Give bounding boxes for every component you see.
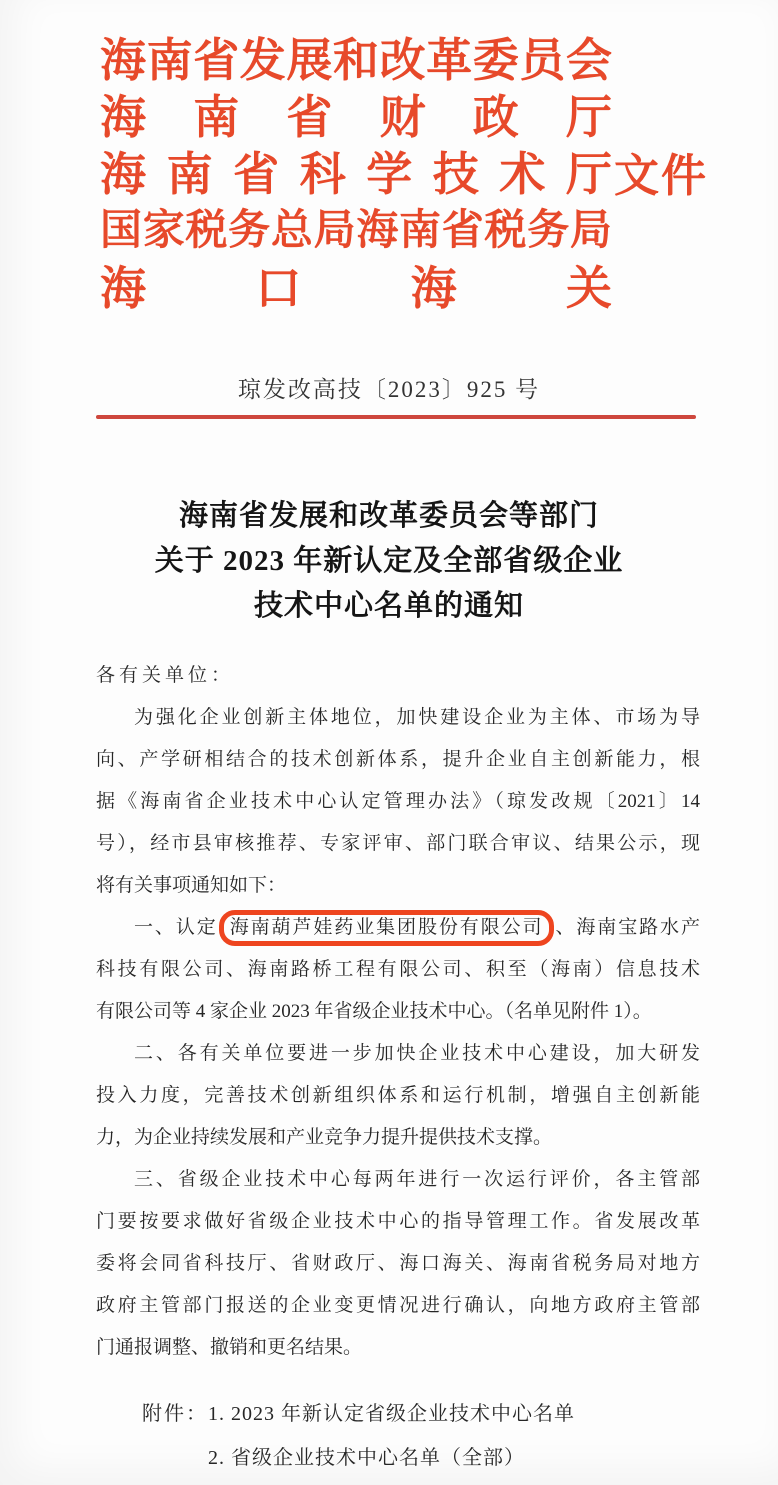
agency-line-kjt: 海 南 省 科 学 技 术 厅: [100, 149, 612, 200]
title-line-2: 关于 2023 年新认定及全部省级企业: [154, 545, 624, 577]
attachments-label: 附件：: [142, 1403, 208, 1425]
paragraph-line: 三、省级企业技术中心每两年进行一次运行评价，各主管部: [134, 1169, 700, 1190]
paragraph-line: 门通报调整、撤销和更名结果。: [96, 1337, 363, 1358]
salutation: 各有关单位：: [96, 665, 235, 686]
paragraph-line: 有限公司等 4 家企业 2023 年省级企业技术中心。（名单见附件 1）。: [96, 1001, 652, 1022]
document-body: [96, 655, 700, 1369]
title-line-1: 海南省发展和改革委员会等部门: [178, 500, 599, 532]
highlight-box-company: 海南葫芦娃药业集团股份有限公司: [219, 910, 555, 946]
attachment-item-1: 1. 2023 年新认定省级企业技术中心名单: [208, 1403, 575, 1425]
paragraph-text: 、海南宝路水产: [555, 917, 700, 938]
paragraph-line: 号），经市县审核推荐、专家评审、部门联合审议、结果公示，现: [96, 833, 700, 854]
paragraph-line: [96, 907, 700, 949]
agency-line-hg: 海 口 海 关: [100, 263, 612, 314]
paragraph-2: [96, 907, 700, 1033]
paragraph-line: 科技有限公司、海南路桥工程有限公司、积至（海南）信息技术: [96, 959, 700, 980]
paragraph-line: 投入力度，完善技术创新组织体系和运行机制，增强自主创新能: [96, 1085, 700, 1106]
paragraph-line: 委将会同省科技厅、省财政厅、海口海关、海南省税务局对地方: [96, 1253, 700, 1274]
paragraph-3: [96, 1033, 700, 1159]
document-label: 文件: [614, 151, 709, 201]
paragraph-line: 据《海南省企业技术中心认定管理办法》（琼发改规〔2021〕14: [96, 791, 700, 812]
paragraph-line: 政府主管部门报送的企业变更情况进行确认，向地方政府主管部: [96, 1295, 700, 1316]
letterhead: [100, 32, 612, 317]
agency-line-swj: 国 家 税 务 总 局 海 南 省 税 务 局: [100, 208, 612, 254]
attachments-block: [142, 1392, 575, 1480]
agency-line-czt: 海 南 省 财 政 厅: [100, 92, 612, 143]
red-divider-rule: [96, 415, 696, 419]
paragraph-line: 二、各有关单位要进一步加快企业技术中心建设，加大研发: [134, 1043, 700, 1064]
paragraph-line: 为强化企业创新主体地位，加快建设企业为主体、市场为导: [134, 707, 700, 728]
paragraph-line: 向、产学研相结合的技术创新体系，提升企业自主创新能力，根: [96, 749, 700, 770]
document-title: [0, 494, 778, 629]
title-line-3: 技术中心名单的通知: [253, 590, 524, 622]
paragraph-line: 力，为企业持续发展和产业竞争力提升提供技术支撑。: [96, 1127, 553, 1148]
paragraph-4: [96, 1159, 700, 1369]
attachments-list: [208, 1392, 575, 1480]
agency-line-fgw: 海 南 省 发 展 和 改 革 委 员 会: [100, 35, 612, 86]
attachment-item-2: 2. 省级企业技术中心名单（全部）: [208, 1447, 525, 1469]
paragraph-line: 门要按要求做好省级企业技术中心的指导管理工作。省发展改革: [96, 1211, 700, 1232]
paragraph-line: 将有关事项通知如下：: [96, 875, 287, 896]
paragraph-1: [96, 697, 700, 907]
document-number: 琼发改高技〔2023〕925 号: [237, 377, 541, 402]
paragraph-text: 一、认定: [134, 917, 218, 938]
